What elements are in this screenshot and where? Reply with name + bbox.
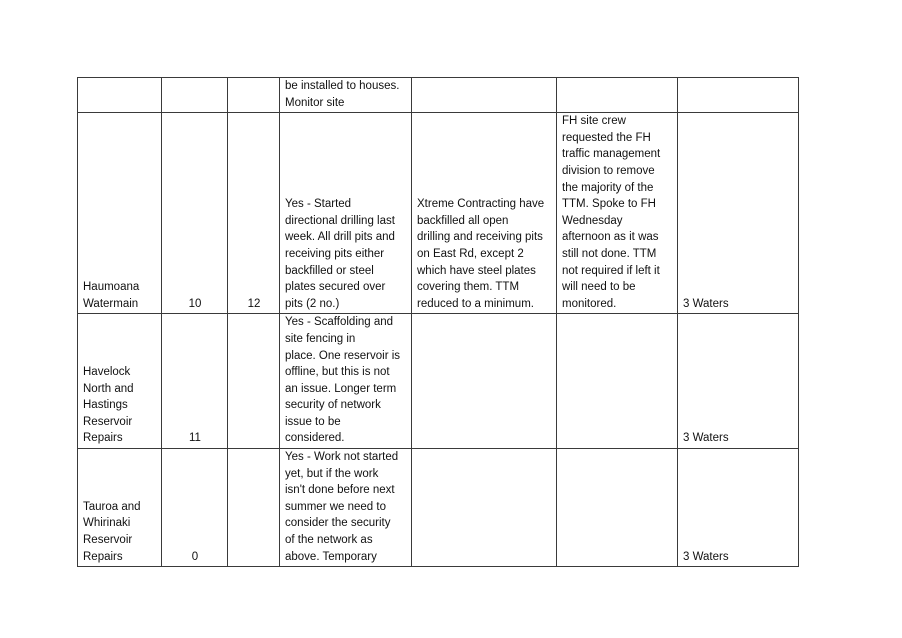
table-row bbox=[78, 449, 799, 567]
project-line: Hastings bbox=[83, 399, 128, 412]
count-cell bbox=[162, 78, 228, 113]
table-row bbox=[78, 78, 799, 113]
status-line: security of network bbox=[285, 399, 381, 412]
status-line: an issue. Longer term bbox=[285, 382, 397, 395]
project-line: Whirinaki bbox=[83, 517, 131, 530]
notes-line: the majority of the bbox=[562, 181, 654, 194]
project-line: Watermain bbox=[83, 297, 139, 310]
status-cell bbox=[280, 314, 412, 449]
status-line: isn't done before next bbox=[285, 484, 395, 497]
contractor-line: backfilled all open bbox=[417, 214, 509, 227]
notes-line: monitored. bbox=[562, 297, 617, 310]
project-cell bbox=[78, 113, 162, 314]
count-cell-secondary bbox=[228, 449, 280, 567]
project-line: Repairs bbox=[83, 550, 123, 563]
notes-cell bbox=[557, 314, 678, 449]
count-cell: 0 bbox=[162, 449, 228, 567]
contractor-line: on East Rd, except 2 bbox=[417, 247, 524, 260]
notes-line: will need to be bbox=[562, 281, 636, 294]
status-line: Monitor site bbox=[285, 96, 345, 109]
project-line: Haumoana bbox=[83, 281, 140, 294]
status-line: directional drilling last bbox=[285, 214, 395, 227]
contractor-cell bbox=[412, 113, 557, 314]
table-row bbox=[78, 314, 799, 449]
notes-line: TTM. Spoke to FH bbox=[562, 198, 656, 211]
status-line: above. Temporary bbox=[285, 550, 377, 563]
count-cell-secondary bbox=[228, 78, 280, 113]
project-line: Tauroa and bbox=[83, 500, 141, 513]
status-line: yet, but if the work bbox=[285, 467, 379, 480]
status-cell bbox=[280, 78, 412, 113]
project-cell bbox=[78, 449, 162, 567]
status-table bbox=[77, 77, 799, 567]
notes-line: still not done. TTM bbox=[562, 247, 657, 260]
notes-cell bbox=[557, 113, 678, 314]
count-cell-secondary bbox=[228, 314, 280, 449]
table-row bbox=[78, 113, 799, 314]
count-cell: 11 bbox=[162, 314, 228, 449]
status-line: Yes - Work not started bbox=[285, 451, 399, 464]
notes-line: FH site crew bbox=[562, 115, 626, 128]
notes-line: requested the FH bbox=[562, 131, 651, 144]
status-line: considered. bbox=[285, 432, 345, 445]
team-cell: 3 Waters bbox=[678, 449, 799, 567]
count-cell: 10 bbox=[162, 113, 228, 314]
project-line: Havelock bbox=[83, 366, 131, 379]
status-line: be installed to houses. bbox=[285, 80, 400, 92]
contractor-line: Xtreme Contracting have bbox=[417, 198, 545, 211]
status-line: Yes - Started bbox=[285, 198, 352, 211]
count-cell-secondary: 12 bbox=[228, 113, 280, 314]
notes-line: afternoon as it was bbox=[562, 231, 659, 244]
contractor-line: reduced to a minimum. bbox=[417, 297, 534, 310]
status-line: receiving pits either bbox=[285, 247, 385, 260]
status-line: week. All drill pits and bbox=[285, 231, 395, 244]
status-line: plates secured over bbox=[285, 281, 386, 294]
project-line: Reservoir bbox=[83, 534, 133, 547]
status-line: Yes - Scaffolding and bbox=[285, 316, 394, 329]
notes-line: traffic management bbox=[562, 148, 661, 161]
status-line: offline, but this is not bbox=[285, 366, 390, 379]
status-line: place. One reservoir is bbox=[285, 349, 401, 362]
status-line: summer we need to bbox=[285, 500, 386, 513]
team-cell: 3 Waters bbox=[678, 314, 799, 449]
status-line: site fencing in bbox=[285, 332, 356, 345]
project-line: Repairs bbox=[83, 432, 123, 445]
notes-line: division to remove bbox=[562, 164, 655, 177]
notes-line: Wednesday bbox=[562, 214, 623, 227]
contractor-cell bbox=[412, 314, 557, 449]
project-line: North and bbox=[83, 382, 134, 395]
team-cell bbox=[678, 78, 799, 113]
notes-cell bbox=[557, 78, 678, 113]
status-line: consider the security bbox=[285, 517, 391, 530]
project-cell bbox=[78, 314, 162, 449]
status-cell bbox=[280, 449, 412, 567]
status-cell bbox=[280, 113, 412, 314]
contractor-line: which have steel plates bbox=[417, 264, 536, 277]
project-line: Reservoir bbox=[83, 415, 133, 428]
status-line: pits (2 no.) bbox=[285, 297, 340, 310]
contractor-cell bbox=[412, 449, 557, 567]
status-line: issue to be bbox=[285, 415, 341, 428]
contractor-line: covering them. TTM bbox=[417, 281, 520, 294]
contractor-cell bbox=[412, 78, 557, 113]
status-line: backfilled or steel bbox=[285, 264, 374, 277]
notes-line: not required if left it bbox=[562, 264, 660, 277]
team-cell: 3 Waters bbox=[678, 113, 799, 314]
contractor-line: drilling and receiving pits bbox=[417, 231, 543, 244]
notes-cell bbox=[557, 449, 678, 567]
project-cell bbox=[78, 78, 162, 113]
status-line: of the network as bbox=[285, 534, 373, 547]
